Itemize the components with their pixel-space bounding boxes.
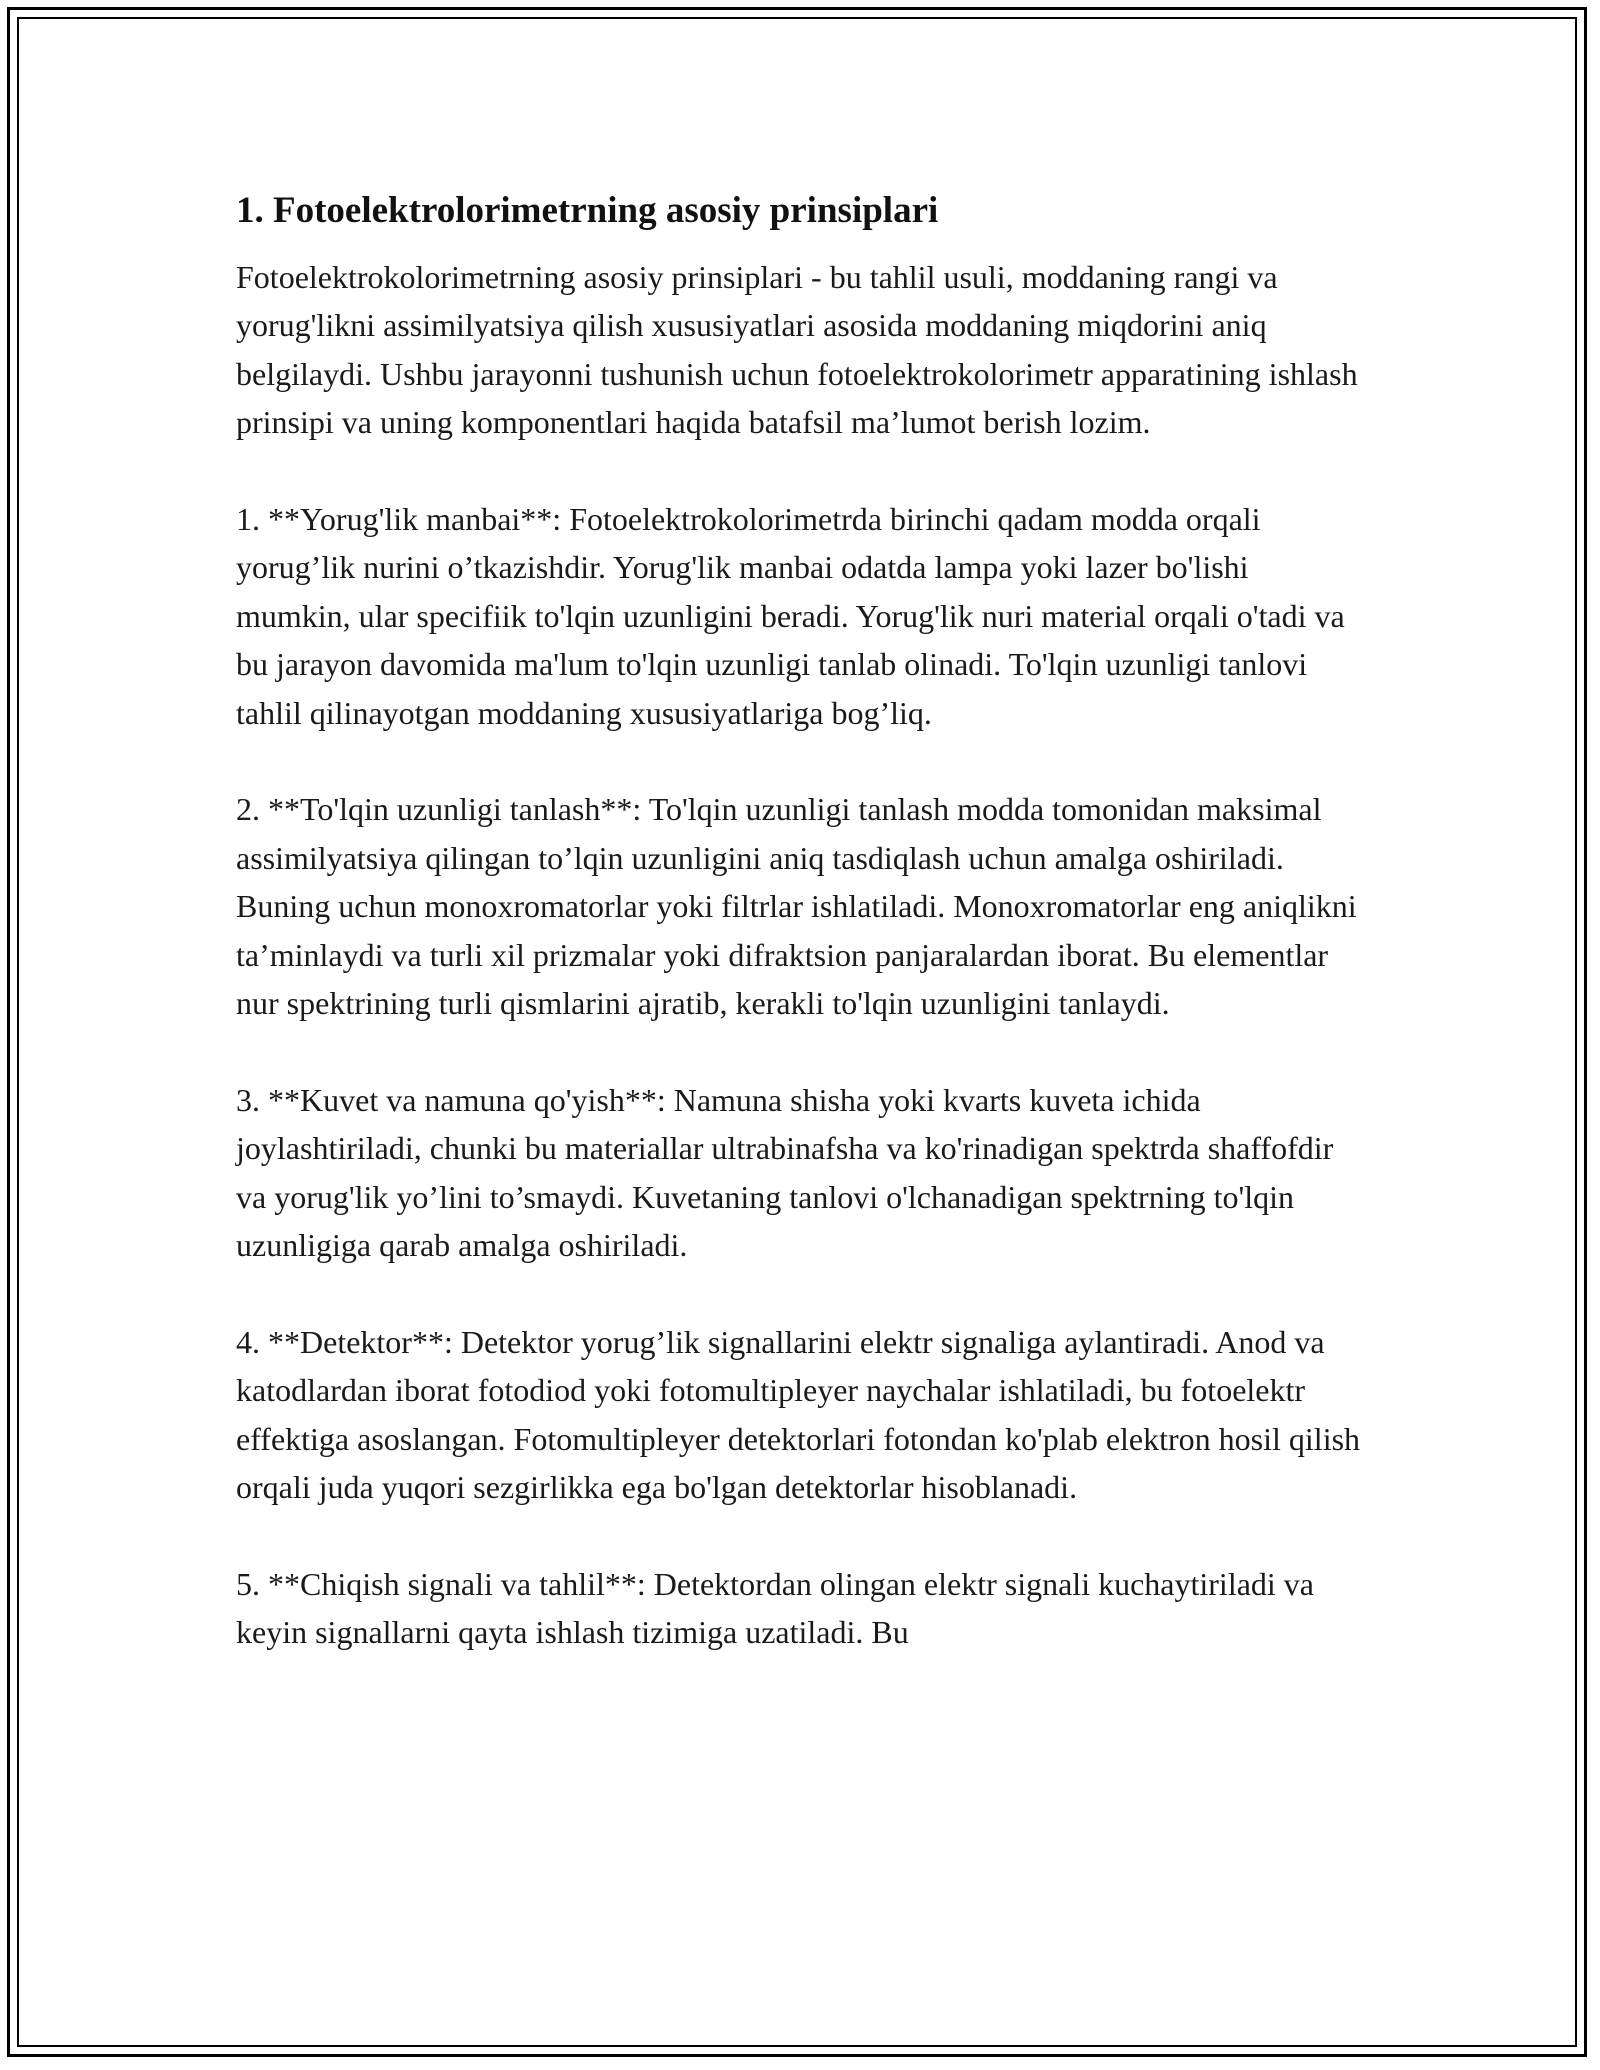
section-heading: 1. Fotoelektrolorimetrning asosiy prinsiplari	[236, 190, 939, 231]
intro-paragraph: Fotoelektrokolorimetrning asosiy prinsiplari - bu tahlil usuli, moddaning rangi va yorug'likni assimilyatsiya qilish xususiyatlari asosida moddaning miqdorini aniq belgilaydi. Ushbu jarayonni tushunish uchun fotoelektrokolorimetr apparatining ishlash prinsipi va uning komponentlari haqida batafsil ma’lumot berish lozim.	[236, 259, 1358, 441]
list-item-light-source: 1. **Yorug'lik manbai**: Fotoelektrokolorimetrda birinchi qadam modda orqali yorug’lik nurini o’tkazishdir. Yorug'lik manbai odatda lampa yoki lazer bo'lishi mumkin, ular specifiik to'lqin uzunligini beradi. Yorug'lik nuri material orqali o'tadi va bu jarayon davomida ma'lum to'lqin uzunligi tanlab olinadi. To'lqin uzunligi tanlovi tahlil qilinayotgan moddaning xususiyatlariga bog’liq.	[236, 501, 1345, 731]
list-item-wavelength-selection: 2. **To'lqin uzunligi tanlash**: To'lqin uzunligi tanlash modda tomonidan maksimal assimilyatsiya qilingan to’lqin uzunligini aniq tasdiqlash uchun amalga oshiriladi. Buning uchun monoxromatorlar yoki filtrlar ishlatiladi. Monoxromatorlar eng aniqlikni ta’minlaydi va turli xil prizmalar yoki difraktsion panjaralardan iborat. Bu elementlar nur spektrining turli qismlarini ajratib, kerakli to'lqin uzunligini tanlaydi.	[236, 791, 1357, 1022]
list-item-cuvette: 3. **Kuvet va namuna qo'yish**: Namuna shisha yoki kvarts kuveta ichida joylashtiriladi, chunki bu materiallar ultrabinafsha va ko'rinadigan spektrda shaffofdir va yorug'lik yo’lini to’smaydi. Kuvetaning tanlovi o'lchanadigan spektrning to'lqin uzunligiga qarab amalga oshiriladi.	[236, 1081, 1334, 1264]
document-body	[236, 185, 1366, 1705]
list-item-output-signal: 5. **Chiqish signali va tahlil**: Detektordan olingan elektr signali kuchaytiriladi va keyin signallarni qayta ishlash tizimiga uzatiladi. Bu	[236, 1565, 1314, 1651]
list-item-detector: 4. **Detektor**: Detektor yorug’lik signallarini elektr signaliga aylantiradi. Anod va katodlardan iborat fotodiod yoki fotomultipleyer naychalar ishlatiladi, bu fotoelektr effektiga asoslangan. Fotomultipleyer detektorlari fotondan ko'plab elektron hosil qilish orqali juda yuqori sezgirlikka ega bo'lgan detektorlar hisoblanadi.	[236, 1323, 1361, 1506]
